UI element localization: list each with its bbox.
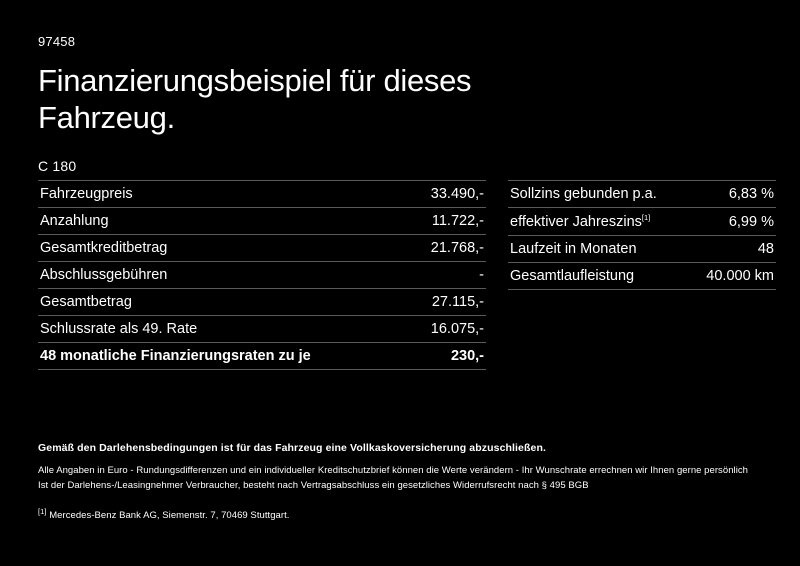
terms-table-column: [508, 180, 776, 290]
table-row: [508, 208, 776, 236]
legal-notes: [38, 442, 762, 522]
footnote-1: [38, 507, 762, 521]
row-label: Abschlussgebühren: [38, 262, 409, 289]
terms-table: [508, 180, 776, 290]
row-label-text: Laufzeit in Monaten: [510, 240, 637, 257]
row-value: 48: [690, 235, 776, 262]
row-value: 33.490,-: [409, 181, 486, 208]
note-line-2: Ist der Darlehens-/Leasingnehmer Verbraucher, besteht nach Vertragsabschluss ein gesetzliches Widerrufsrecht nach § 495 BGB: [38, 479, 589, 491]
tables-container: [38, 180, 774, 370]
total-label: 48 monatliche Finanzierungsraten zu je: [38, 343, 409, 370]
table-row: [508, 181, 776, 208]
table-row: [508, 235, 776, 262]
row-label: [508, 262, 690, 289]
row-value: -: [409, 262, 486, 289]
table-row: [38, 316, 486, 343]
row-label: Fahrzeugpreis: [38, 181, 409, 208]
row-label-text: Sollzins gebunden p.a.: [510, 186, 657, 203]
table-row: [38, 181, 486, 208]
row-label-text: Gesamtlaufleistung: [510, 267, 635, 284]
table-row: [38, 262, 486, 289]
footnote-text: Mercedes-Benz Bank AG, Siemenstr. 7, 70469 Stuttgart.: [49, 510, 290, 522]
row-label: [508, 208, 690, 236]
row-label: Anzahlung: [38, 208, 409, 235]
row-label: Gesamtkreditbetrag: [38, 235, 409, 262]
row-value: 40.000 km: [690, 262, 776, 289]
table-row: [38, 289, 486, 316]
row-label: Schlussrate als 49. Rate: [38, 316, 409, 343]
table-row: [508, 262, 776, 289]
row-label: Gesamtbetrag: [38, 289, 409, 316]
page-title: Finanzierungsbeispiel für dieses Fahrzeug.: [38, 63, 472, 135]
finance-table-column: [38, 180, 486, 370]
document-id: 97458: [38, 34, 76, 49]
row-label: [508, 235, 690, 262]
row-value: 6,83 %: [690, 181, 776, 208]
footnote-marker-icon: [1]: [38, 507, 47, 517]
row-value: 16.075,-: [409, 316, 486, 343]
row-label: [508, 181, 690, 208]
table-row: [38, 235, 486, 262]
row-value: 21.768,-: [409, 235, 486, 262]
finance-table: [38, 180, 486, 370]
row-value: 11.722,-: [409, 208, 486, 235]
row-value: 6,99 %: [690, 208, 776, 236]
row-value: 27.115,-: [409, 289, 486, 316]
footnote-marker: [1]: [641, 213, 651, 223]
vehicle-model-label: C 180: [38, 158, 77, 175]
total-value: 230,-: [409, 343, 486, 370]
table-row-total: [38, 343, 486, 370]
table-row: [38, 208, 486, 235]
row-label-text: effektiver Jahreszins: [510, 213, 642, 230]
note-line-1: Alle Angaben in Euro - Rundungsdifferenzen und ein individueller Kreditschutzbrief können die Werte verändern - Ihr Wunschrate errechnen wir Ihnen gerne persönlich: [38, 465, 748, 476]
insurance-note: Gemäß den Darlehensbedingungen ist für das Fahrzeug eine Vollkaskoversicherung abzuschließen.: [38, 442, 546, 454]
